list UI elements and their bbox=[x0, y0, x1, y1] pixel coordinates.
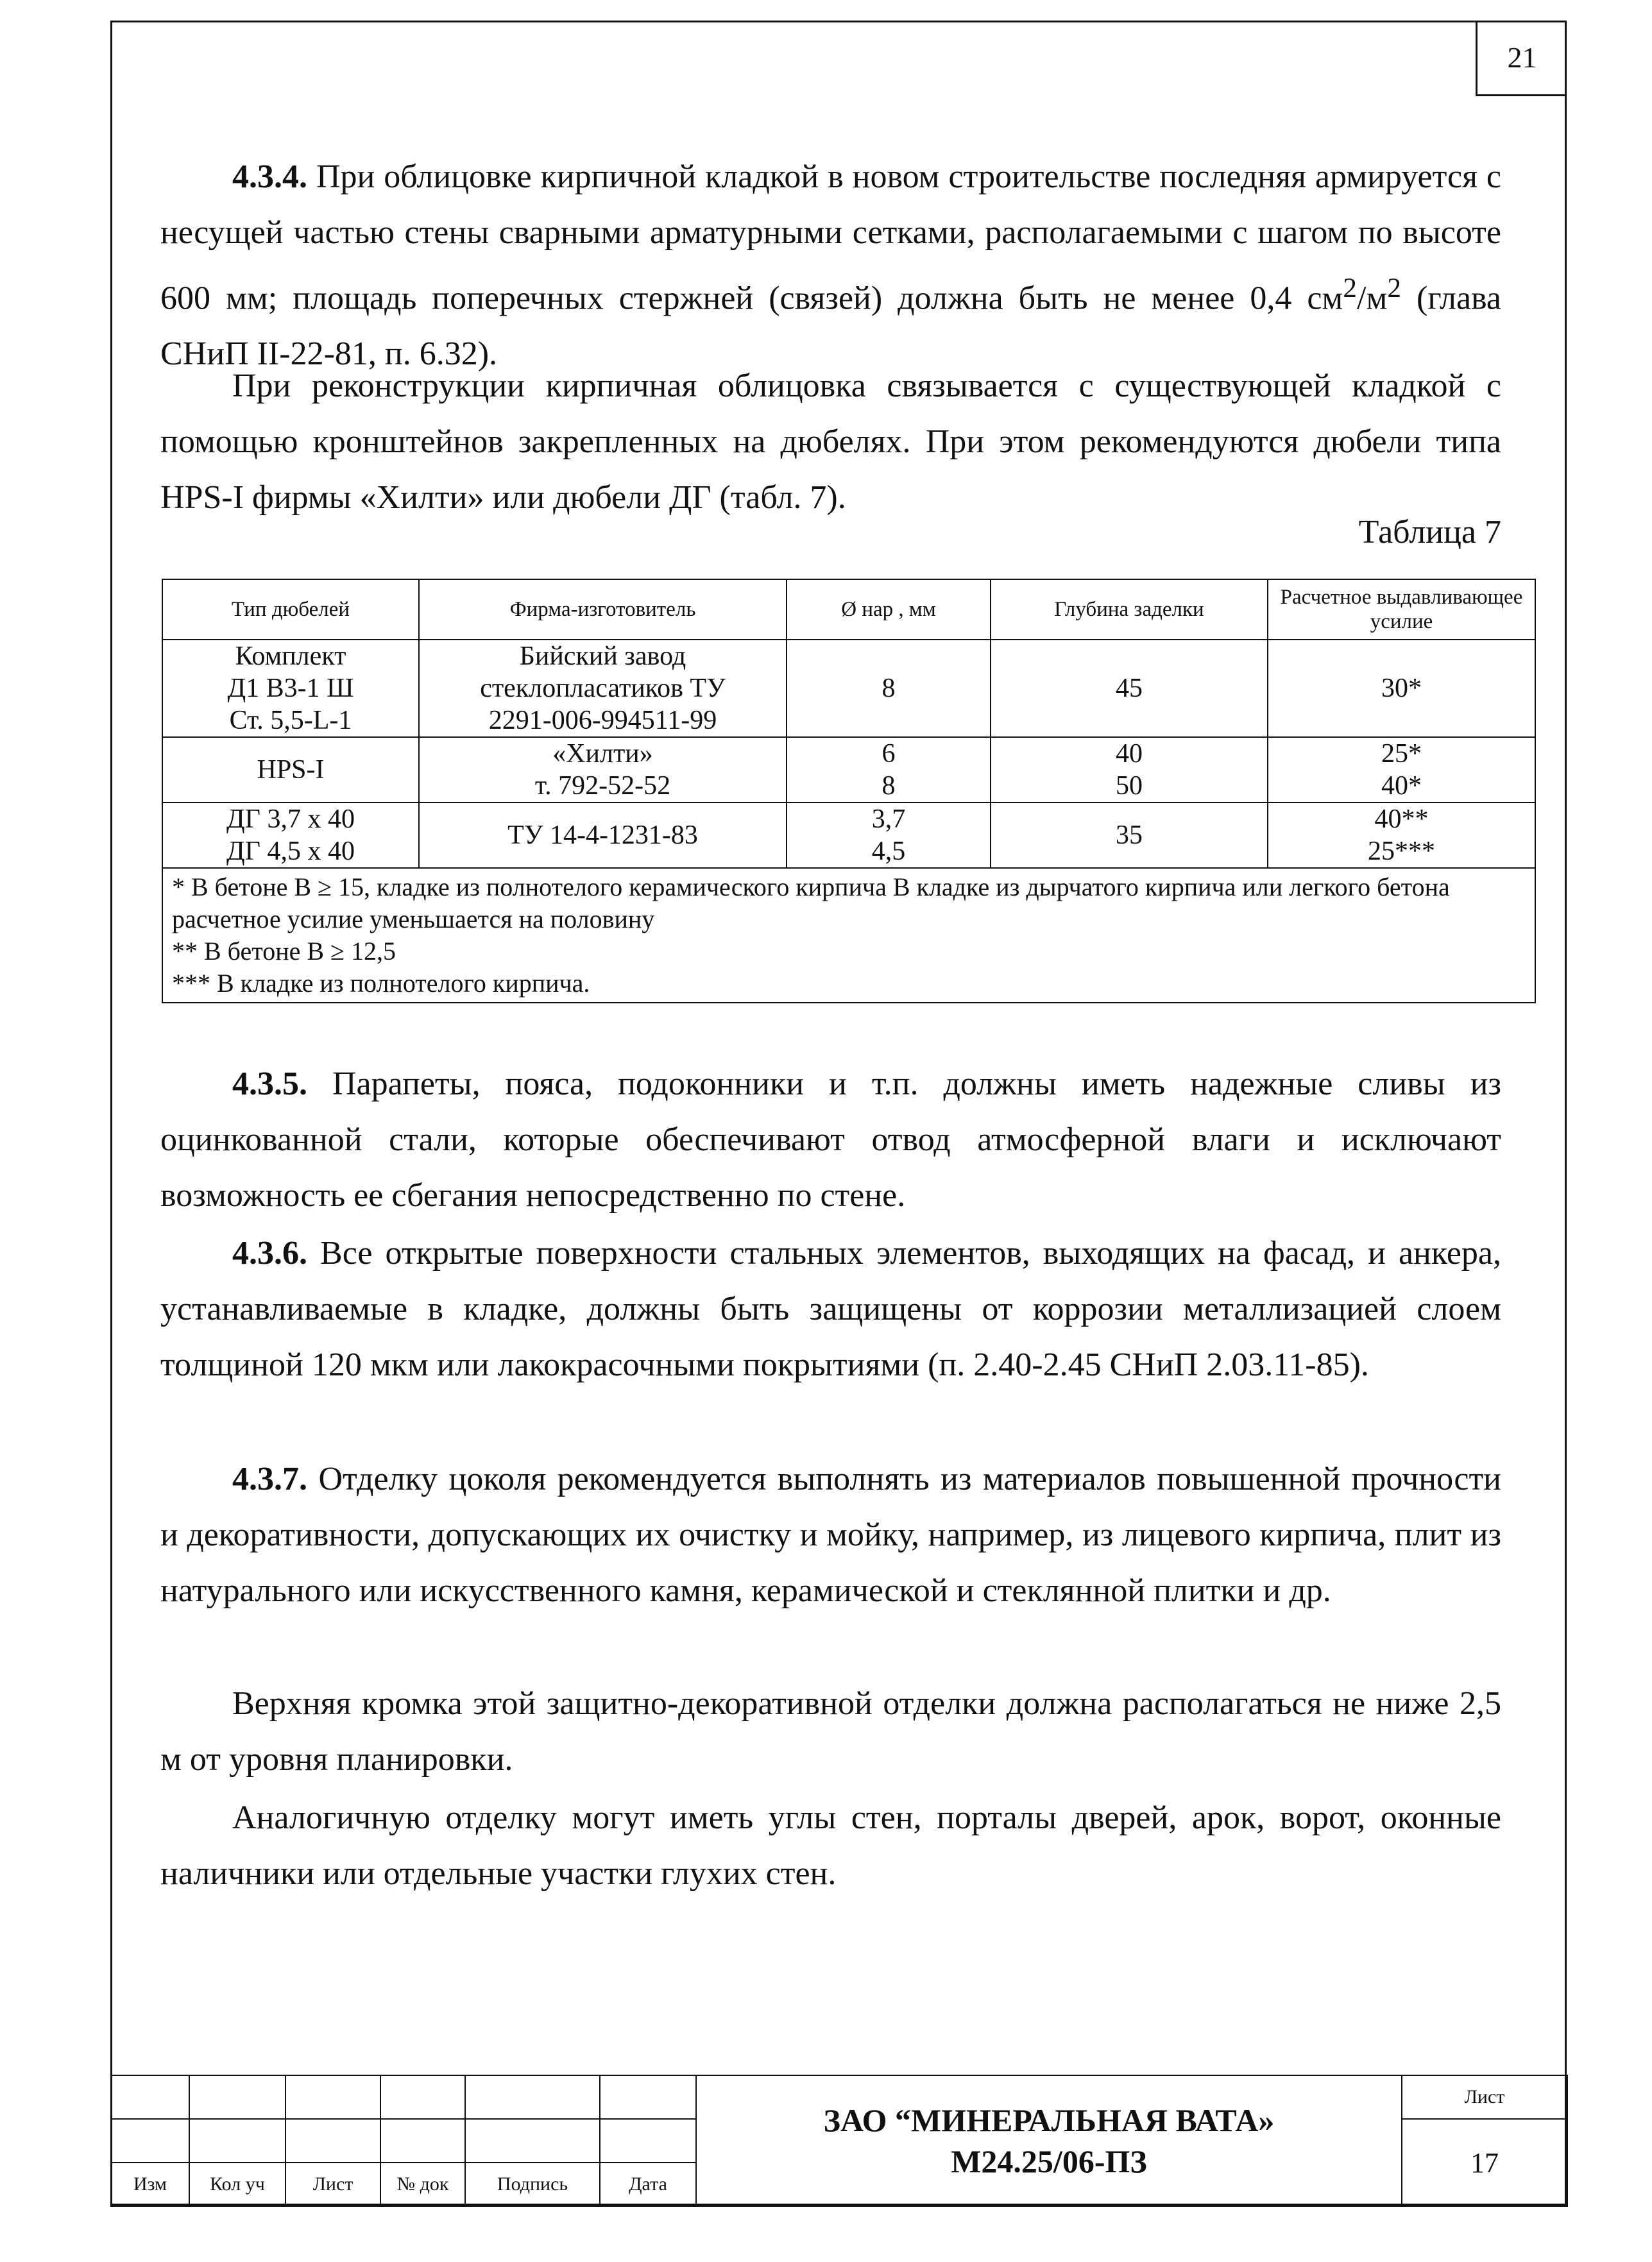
cell-line: Комплект bbox=[235, 642, 346, 671]
cell-line: «Хилти» bbox=[552, 739, 653, 769]
paragraph-text: (глава СНиП II-22-81, п. 6.32). bbox=[160, 280, 1501, 373]
table-cell bbox=[1268, 737, 1535, 803]
section-number: 4.3.6. bbox=[232, 1235, 307, 1271]
dowel-table bbox=[162, 579, 1536, 1003]
cell-line: 25*** bbox=[1368, 837, 1435, 866]
cell-line: стеклопласатиков ТУ bbox=[480, 674, 726, 703]
stamp-cell bbox=[285, 2119, 380, 2163]
cell-line: 6 bbox=[881, 739, 896, 769]
cell-line: 25* bbox=[1381, 739, 1422, 769]
table-cell bbox=[787, 737, 991, 803]
cell-line: 40** bbox=[1374, 804, 1429, 834]
table-row bbox=[162, 803, 1535, 868]
cell-line: 4,5 bbox=[871, 837, 906, 866]
table-note: *** В кладке из полнотелого кирпича. bbox=[172, 969, 590, 998]
stamp-cell bbox=[600, 2075, 696, 2119]
table-notes-row bbox=[162, 868, 1535, 1003]
title-block bbox=[110, 2075, 1568, 2207]
stamp-label: Изм bbox=[111, 2163, 189, 2206]
section-number: 4.3.4. bbox=[232, 158, 307, 195]
cell-line: 45 bbox=[1116, 674, 1143, 703]
table-cell bbox=[991, 640, 1268, 737]
cell-line: ДГ 3,7 х 40 bbox=[226, 804, 355, 834]
cell-line: 3,7 bbox=[871, 804, 906, 834]
cell-line: 40 bbox=[1116, 739, 1143, 769]
stamp-label: Кол уч bbox=[189, 2163, 285, 2206]
cell-line: 50 bbox=[1116, 771, 1143, 801]
stamp-cell bbox=[380, 2119, 465, 2163]
cell-line: 30* bbox=[1381, 674, 1422, 703]
unit-text: см bbox=[1307, 280, 1343, 317]
paragraph-text: Отделку цоколя рекомендуется выполнять из материалов повышенной прочности и декоративности, допускающих их очистку и мойку, например, из лицевого кирпича, плит из натурального или искусственного камня, керамической и стеклянной плитки и др. bbox=[160, 1461, 1501, 1609]
table-note: ** В бетоне В ≥ 12,5 bbox=[172, 937, 396, 965]
stamp-cell bbox=[380, 2075, 465, 2119]
stamp-cell bbox=[285, 2075, 380, 2119]
paragraph-text: Парапеты, пояса, подоконники и т.п. должны иметь надежные сливы из оцинкованной стали, которые обеспечивают отвод атмосферной влаги и исключают возможность ее сбегания непосредственно по стене. bbox=[160, 1066, 1501, 1214]
cell-line: 35 bbox=[1116, 821, 1143, 850]
table-note: * В бетоне В ≥ 15, кладке из полнотелого керамического кирпича В кладке из дырчатого кирпича или легкого бетона расчетное усилие уменьшается на половину bbox=[172, 872, 1450, 933]
stamp-cell bbox=[465, 2119, 600, 2163]
table-row bbox=[162, 640, 1535, 737]
cell-line: 40* bbox=[1381, 771, 1422, 801]
table-cell bbox=[1268, 803, 1535, 868]
cell-line: HPS-I bbox=[257, 755, 325, 785]
stamp-cell bbox=[111, 2075, 189, 2119]
table-cell bbox=[419, 803, 787, 868]
table-cell bbox=[162, 737, 419, 803]
paragraph-4-3-7 bbox=[160, 1451, 1501, 1619]
table-cell bbox=[991, 803, 1268, 868]
stamp-label: Подпись bbox=[465, 2163, 600, 2206]
table-cell bbox=[162, 640, 419, 737]
sheet-label: Лист bbox=[1402, 2075, 1567, 2119]
company-name: ЗАО “МИНЕРАЛЬНАЯ ВАТА» bbox=[823, 2102, 1275, 2138]
cell-line: т. 792-52-52 bbox=[534, 771, 671, 801]
paragraph-4-3-7-similar: Аналогичную отделку могут иметь углы стен, порталы дверей, арок, ворот, оконные наличники или отдельные участки глухих стен. bbox=[160, 1799, 1501, 1892]
cell-line: 8 bbox=[881, 771, 896, 801]
unit-text: /м bbox=[1357, 280, 1388, 317]
stamp-cell bbox=[465, 2075, 600, 2119]
paragraph-4-3-4-reconstruction: При реконструкции кирпичная облицовка связывается с существующей кладкой с помощью кронштейнов закрепленных на дюбелях. При этом рекомендуются дюбели типа HPS-I фирмы «Хилти» или дюбели ДГ (табл. 7). bbox=[160, 368, 1501, 516]
stamp-label: Дата bbox=[600, 2163, 696, 2206]
header-cell: Фирма-изготовитель bbox=[419, 579, 787, 640]
table-cell bbox=[419, 640, 787, 737]
superscript: 2 bbox=[1387, 273, 1402, 303]
cell-line: ДГ 4,5 х 40 bbox=[226, 837, 355, 866]
cell-line: ТУ 14-4-1231-83 bbox=[507, 821, 698, 850]
header-cell: Расчетное выдавливающее усилие bbox=[1268, 579, 1535, 640]
table-cell bbox=[787, 803, 991, 868]
stamp-cell bbox=[189, 2119, 285, 2163]
document-code: М24.25/06-ПЗ bbox=[951, 2143, 1147, 2179]
stamp-cell bbox=[111, 2119, 189, 2163]
table-cell bbox=[419, 737, 787, 803]
header-cell: Тип дюбелей bbox=[162, 579, 419, 640]
table-cell bbox=[1268, 640, 1535, 737]
header-cell: Ø нар , мм bbox=[787, 579, 991, 640]
stamp-cell bbox=[189, 2075, 285, 2119]
stamp-label: № док bbox=[380, 2163, 465, 2206]
paragraph-4-3-7-edge: Верхняя кромка этой защитно-декоративной отделки должна располагаться не ниже 2,5 м от уровня планировки. bbox=[160, 1685, 1501, 1778]
table-caption: Таблица 7 bbox=[1358, 514, 1501, 550]
paragraph-4-3-4 bbox=[160, 149, 1501, 382]
paragraph-4-3-6 bbox=[160, 1225, 1501, 1393]
stamp-cell bbox=[600, 2119, 696, 2163]
table-cell bbox=[991, 737, 1268, 803]
section-number: 4.3.5. bbox=[232, 1066, 307, 1102]
cell-line: Д1 В3-1 Ш bbox=[227, 674, 354, 703]
header-cell: Глубина заделки bbox=[991, 579, 1268, 640]
cell-line: 8 bbox=[881, 674, 896, 703]
table-cell bbox=[787, 640, 991, 737]
cell-line: Ст. 5,5-L-1 bbox=[229, 706, 352, 735]
paragraph-4-3-5 bbox=[160, 1056, 1501, 1223]
stamp-title bbox=[696, 2075, 1402, 2206]
table-header-row bbox=[162, 579, 1535, 640]
paragraph-text: При облицовке кирпичной кладкой в новом строительстве последняя армируется с несущей частью стены сварными арматурными сетками, располагаемыми с шагом по высоте 600 мм; площадь поперечных стержней (связей) должна быть не менее 0,4 bbox=[160, 158, 1502, 317]
section-number: 4.3.7. bbox=[232, 1461, 307, 1497]
cell-line: Бийский завод bbox=[519, 642, 686, 671]
table-cell bbox=[162, 803, 419, 868]
corner-page-number: 21 bbox=[1476, 21, 1567, 96]
table-notes bbox=[162, 868, 1535, 1003]
sheet-number: 17 bbox=[1402, 2119, 1567, 2206]
superscript: 2 bbox=[1343, 273, 1357, 303]
cell-line: 2291-006-994511-99 bbox=[488, 706, 717, 735]
stamp-label: Лист bbox=[285, 2163, 380, 2206]
paragraph-text: Все открытые поверхности стальных элементов, выходящих на фасад, и анкера, устанавливаемые в кладке, должны быть защищены от коррозии металлизацией слоем толщиной 120 мкм или лакокрасочными покрытиями (п. 2.40-2.45 СНиП 2.03.11-85). bbox=[160, 1235, 1501, 1383]
table-row bbox=[162, 737, 1535, 803]
